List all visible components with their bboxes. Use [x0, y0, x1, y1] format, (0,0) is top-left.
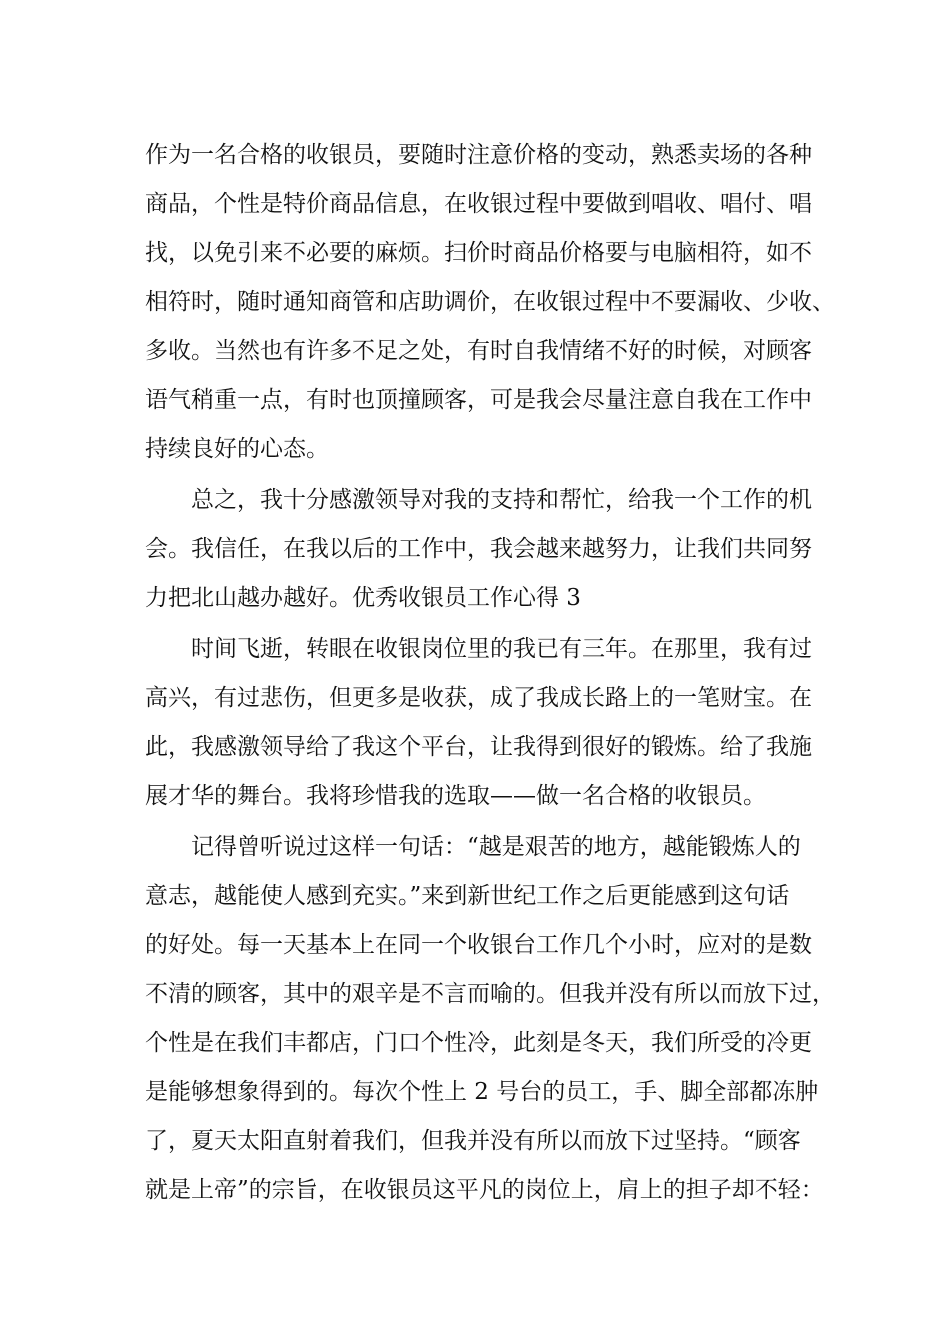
text-line: 相符时，随时通知商管和店助调价，在收银过程中不要漏收、少收、	[145, 289, 835, 315]
text-line: 不清的顾客，其中的艰辛是不言而喻的。但我并没有所以而放下过，	[145, 981, 835, 1007]
text-line: 了，夏天太阳直射着我们，但我并没有所以而放下过坚持。“顾客	[145, 1128, 801, 1154]
text-line: 意志，越能使人感到充实。”来到新世纪工作之后更能感到这句话	[145, 883, 790, 909]
text-line: 商品，个性是特价商品信息，在收银过程中要做到唱收、唱付、唱	[145, 191, 812, 217]
text-line: 总之，我十分感激领导对我的支持和帮忙，给我一个工作的机	[191, 487, 812, 513]
text-line: 时间飞逝，转眼在收银岗位里的我已有三年。在那里，我有过	[191, 636, 812, 662]
text-line: 找，以免引来不必要的麻烦。扫价时商品价格要与电脑相符，如不	[145, 240, 812, 266]
text-line: 个性是在我们丰都店，门口个性冷，此刻是冬天，我们所受的冷更	[145, 1030, 812, 1056]
text-line: 力把北山越办越好。优秀收银员工作心得 3	[145, 585, 581, 611]
text-line: 的好处。每一天基本上在同一个收银台工作几个小时，应对的是数	[145, 932, 812, 958]
text-line: 语气稍重一点，有时也顶撞顾客，可是我会尽量注意自我在工作中	[145, 387, 812, 413]
text-line: 作为一名合格的收银员，要随时注意价格的变动，熟悉卖场的各种	[145, 142, 812, 168]
text-line: 会。我信任，在我以后的工作中，我会越来越努力，让我们共同努	[145, 536, 812, 562]
text-line: 多收。当然也有许多不足之处，有时自我情绪不好的时候，对顾客	[145, 338, 812, 364]
text-line: 是能够想象得到的。每次个性上 2 号台的员工，手、脚全部都冻肿	[145, 1079, 819, 1105]
text-line: 高兴，有过悲伤，但更多是收获，成了我成长路上的一笔财宝。在	[145, 685, 812, 711]
text-line: 就是上帝”的宗旨，在收银员这平凡的岗位上，肩上的担子却不轻：	[145, 1177, 824, 1203]
text-line: 展才华的舞台。我将珍惜我的选取——做一名合格的收银员。	[145, 783, 766, 809]
text-line: 此，我感激领导给了我这个平台，让我得到很好的锻炼。给了我施	[145, 734, 812, 760]
text-line: 记得曾听说过这样一句话：“越是艰苦的地方，越能锻炼人的	[191, 834, 801, 860]
text-line: 持续良好的心态。	[145, 436, 329, 462]
